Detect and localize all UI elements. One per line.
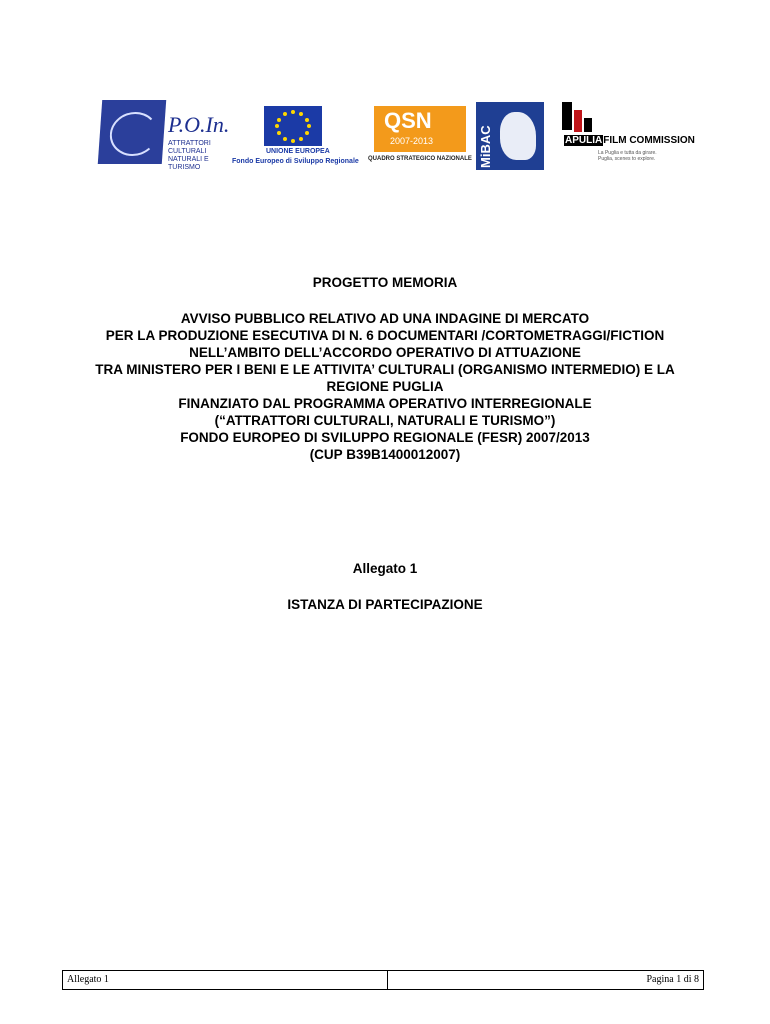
- notice-line: FINANZIATO DAL PROGRAMMA OPERATIVO INTERREGIONALE: [178, 396, 592, 411]
- notice-line: NELL’AMBITO DELL’ACCORDO OPERATIVO DI ATTUAZIONE: [189, 345, 581, 360]
- eu-label: UNIONE EUROPEA: [266, 148, 330, 155]
- page-footer: [62, 970, 704, 990]
- poin-subtitle: ATTRATTORI CULTURALI NATURALI E TURISMO: [168, 140, 211, 171]
- mibac-logo: [476, 102, 544, 170]
- apulia-film-commission-logo: [548, 102, 695, 170]
- logo-bar: [98, 100, 695, 171]
- qsn-wordmark: QSN: [384, 108, 432, 133]
- qsn-years: 2007-2013: [390, 136, 434, 146]
- apulia-wordmark: APULIAFILM COMMISSION: [565, 135, 695, 146]
- statue-head-icon: [500, 112, 536, 160]
- notice-line: TRA MINISTERO PER I BENI E LE ATTIVITA’ CULTURALI (ORGANISMO INTERMEDIO) E LA: [95, 362, 675, 377]
- qsn-subtitle: QUADRO STRATEGICO NAZIONALE: [368, 156, 472, 162]
- notice-line: PER LA PRODUZIONE ESECUTIVA DI N. 6 DOCUMENTARI /CORTOMETRAGGI/FICTION: [105, 328, 665, 343]
- notice-line: FONDO EUROPEO DI SVILUPPO REGIONALE (FESR) 2007/2013: [180, 430, 590, 445]
- project-title: PROGETTO MEMORIA: [312, 275, 458, 290]
- eu-flag-icon: [264, 106, 322, 146]
- poin-wordmark: P.O.In.: [168, 112, 230, 137]
- eu-fund-label: Fondo Europeo di Sviluppo Regionale: [232, 158, 359, 165]
- footer-attachment: Allegato 1: [63, 971, 388, 989]
- form-title: ISTANZA DI PARTECIPAZIONE: [287, 597, 483, 612]
- notice-heading: [40, 310, 730, 463]
- mibac-wordmark: MiBAC: [478, 125, 493, 168]
- notice-line: (CUP B39B1400012007): [309, 447, 461, 462]
- attachment-label: Allegato 1: [352, 561, 418, 576]
- page-number: Pagina 1 di 8: [646, 974, 699, 985]
- apulia-tagline: La Puglia e tutta da girare. Puglia, scenes to explore.: [598, 150, 657, 162]
- poin-logo: [98, 100, 230, 171]
- poin-flag-icon: [98, 100, 166, 164]
- notice-line: REGIONE PUGLIA: [326, 379, 444, 394]
- notice-line: AVVISO PUBBLICO RELATIVO AD UNA INDAGINE DI MERCATO: [180, 311, 590, 326]
- eu-logo: [230, 106, 368, 170]
- qsn-logo: [368, 106, 472, 170]
- notice-line: (“ATTRATTORI CULTURALI, NATURALI E TURISMO”): [214, 413, 556, 428]
